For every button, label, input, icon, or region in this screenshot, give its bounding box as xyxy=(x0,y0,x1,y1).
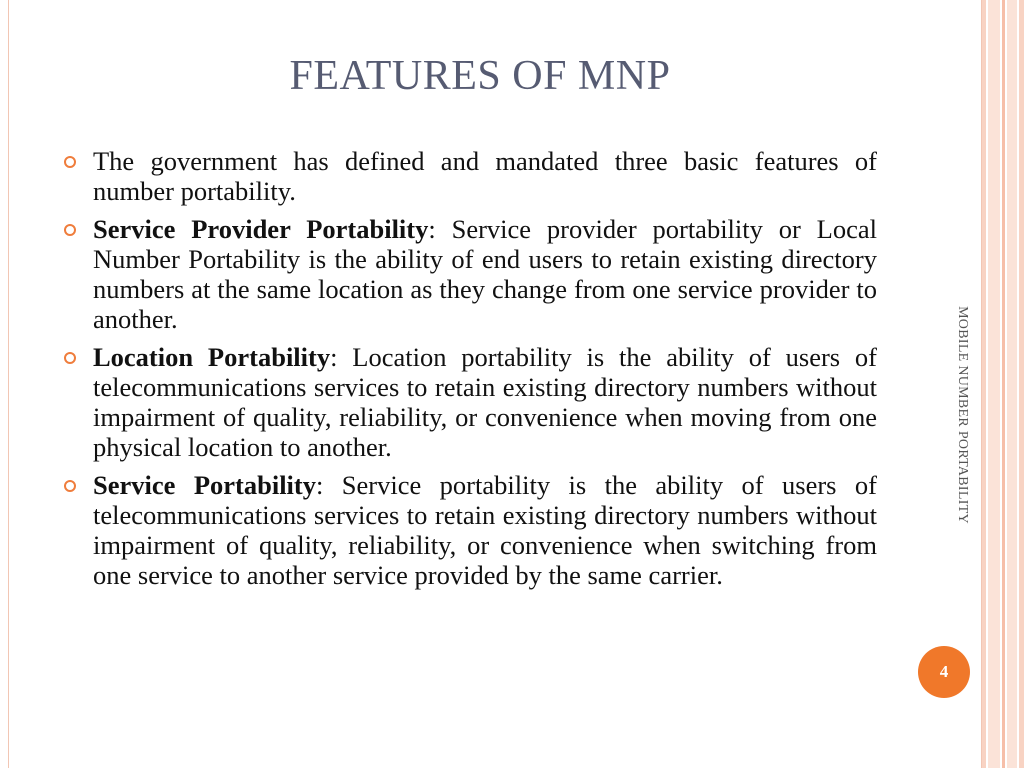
ring-bullet-icon xyxy=(64,480,76,492)
decorative-stripes xyxy=(982,0,1024,768)
bullet-item xyxy=(64,146,877,206)
bullet-separator: : xyxy=(428,214,452,244)
stripe xyxy=(982,0,986,768)
page-number-badge: 4 xyxy=(918,646,970,698)
ring-bullet-icon xyxy=(64,224,76,236)
bullet-text: Service provider portability or Local Number Portability is the ability of end users to retain existing directory numbers at the same location as they change from one service provider to another. xyxy=(93,214,877,334)
bullet-text: Service portability is the ability of users of telecommunications services to retain existing directory numbers without impairment of quality, reliability, or convenience when switching from one service to another service provided by the same carrier. xyxy=(93,470,877,590)
bullet-separator: : xyxy=(330,342,353,372)
slide-title: FEATURES OF MNP xyxy=(289,53,671,99)
bullet-item xyxy=(64,214,877,334)
bullet-text: The government has defined and mandated three basic features of number portability. xyxy=(93,146,877,206)
stripe xyxy=(1002,0,1005,768)
bullet-term: Service Portability xyxy=(93,470,316,500)
stripe xyxy=(988,0,1000,768)
bullet-separator: : xyxy=(316,470,342,500)
bullet-term: Location Portability xyxy=(93,342,331,372)
bullet-text: Location portability is the ability of users of telecommunications services to retain existing directory numbers without impairment of quality, reliability, or convenience when moving from one physical location to another. xyxy=(93,342,877,462)
stripe xyxy=(1007,0,1017,768)
vertical-side-label: MOBILE NUMBER PORTABILITY xyxy=(955,306,970,524)
bullet-item xyxy=(64,470,877,590)
stripe xyxy=(1019,0,1024,768)
bullet-list xyxy=(64,146,877,598)
ring-bullet-icon xyxy=(64,352,76,364)
ring-bullet-icon xyxy=(64,156,76,168)
bullet-item xyxy=(64,342,877,462)
bullet-term: Service Provider Portability xyxy=(93,214,429,244)
